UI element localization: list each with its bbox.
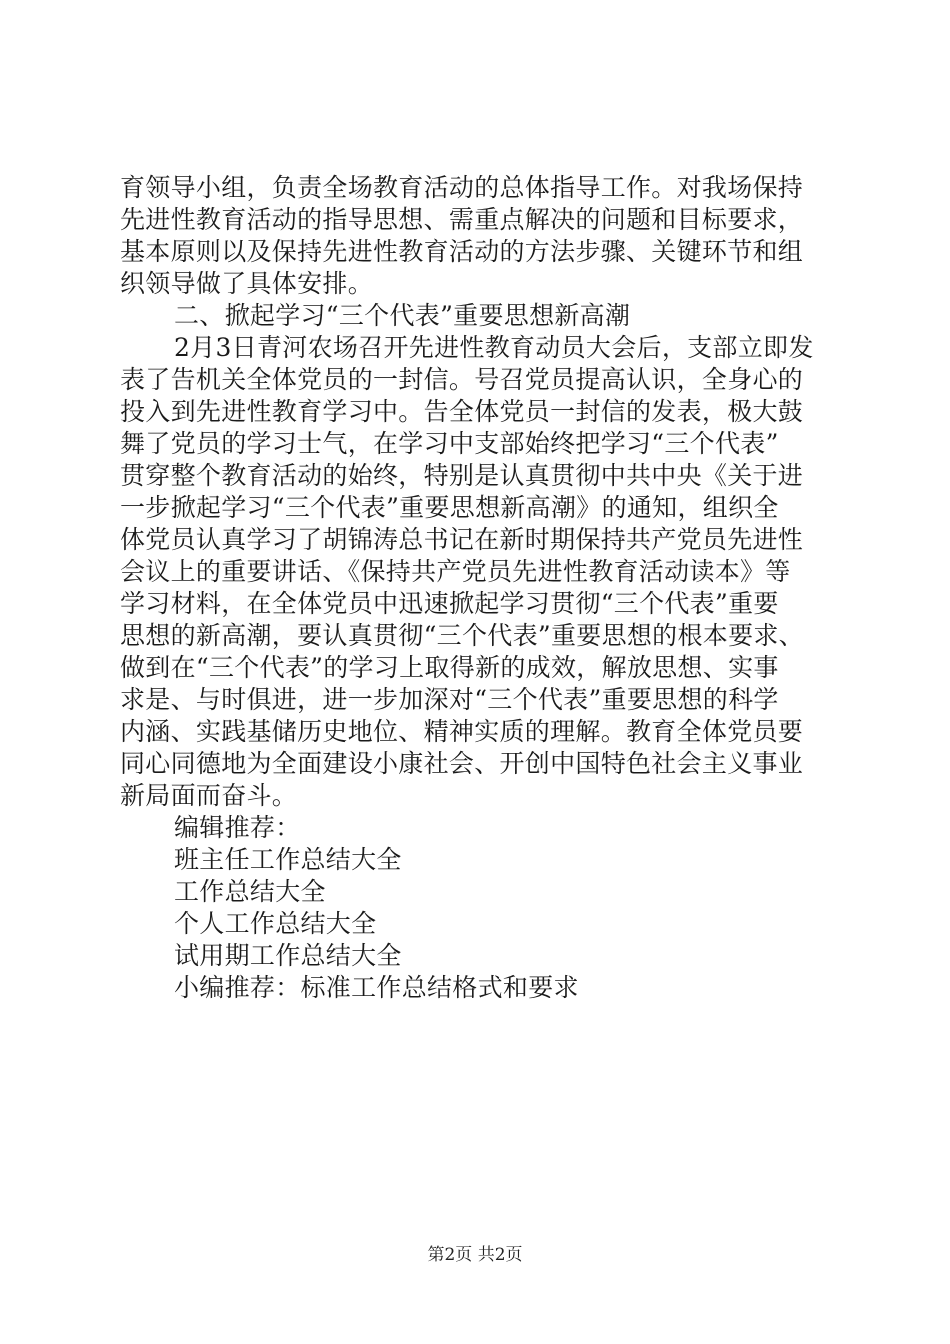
- document-body: [120, 172, 840, 1004]
- text-line: 育领导小组，负责全场教育活动的总体指导工作。对我场保持: [120, 173, 804, 202]
- paragraph-line: 体党员认真学习了胡锦涛总书记在新时期保持共产党员先进性: [120, 525, 804, 554]
- section-heading: 二、掀起学习“三个代表”重要思想新高潮: [174, 301, 631, 330]
- paragraph-line: 做到在“三个代表”的学习上取得新的成效，解放思想、实事: [120, 653, 779, 682]
- paragraph-line: 贯穿整个教育活动的始终，特别是认真贯彻中共中央《关于进: [120, 461, 804, 490]
- recommend-label: 编辑推荐：: [174, 813, 301, 842]
- paragraph-line: 表了告机关全体党员的一封信。号召党员提高认识，全身心的: [120, 365, 804, 394]
- paragraph-line: 内涵、实践基储历史地位、精神实质的理解。教育全体党员要: [120, 717, 804, 746]
- paragraph-line: 同心同德地为全面建设小康社会、开创中国特色社会主义事业: [120, 749, 804, 778]
- paragraph-line: 会议上的重要讲话、《保持共产党员先进性教育活动读本》等: [120, 557, 791, 586]
- paragraph-line: 思想的新高潮，要认真贯彻“三个代表”重要思想的根本要求、: [120, 621, 804, 650]
- paragraph-line: 新局面而奋斗。: [120, 781, 298, 810]
- paragraph-line: 求是、与时俱进，进一步加深对“三个代表”重要思想的科学: [120, 685, 779, 714]
- recommend-link[interactable]: 工作总结大全: [174, 877, 326, 906]
- paragraph-line: 一步掀起学习“三个代表”重要思想新高潮》的通知，组织全: [120, 493, 779, 522]
- text-line: 织领导做了具体安排。: [120, 269, 374, 298]
- recommend-link[interactable]: 试用期工作总结大全: [174, 941, 402, 970]
- paragraph-line: 2月3日青河农场召开先进性教育动员大会后，支部立即发: [174, 333, 814, 362]
- recommend-list: [120, 844, 840, 972]
- paragraph-line: 舞了党员的学习士气，在学习中支部始终把学习“三个代表”: [120, 429, 779, 458]
- page-number: 第2页 共2页: [427, 1245, 523, 1265]
- paragraph-line: 投入到先进性教育学习中。告全体党员一封信的发表，极大鼓: [120, 397, 804, 426]
- editor-pick-link[interactable]: 小编推荐：标准工作总结格式和要求: [174, 973, 579, 1002]
- text-line: 先进性教育活动的指导思想、需重点解决的问题和目标要求，: [120, 205, 804, 234]
- paragraph-line: 学习材料，在全体党员中迅速掀起学习贯彻“三个代表”重要: [120, 589, 779, 618]
- text-line: 基本原则以及保持先进性教育活动的方法步骤、关键环节和组: [120, 237, 804, 266]
- recommend-link[interactable]: 个人工作总结大全: [174, 909, 377, 938]
- recommend-link[interactable]: 班主任工作总结大全: [174, 845, 402, 874]
